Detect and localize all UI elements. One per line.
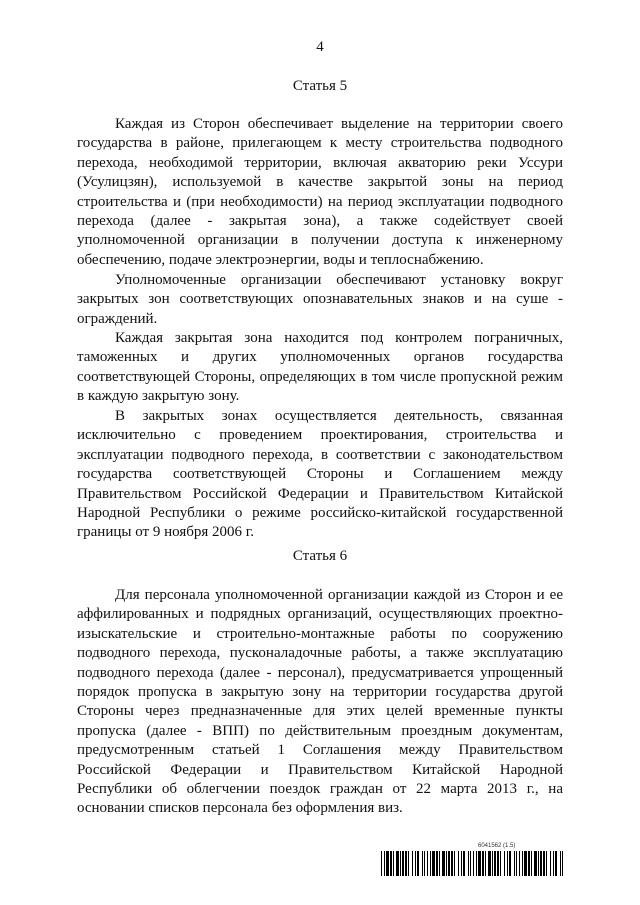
article-5-title: Статья 5 xyxy=(292,78,348,94)
article-5-paragraph-3: Каждая закрытая зона находится под контролем пограничных, таможенных и других уполномоченных органов государства соответствующей Стороны, определяющих в том числе пропускной режим в каждую закрытую зону. xyxy=(77,330,563,405)
article-6-paragraph-1: Для персонала уполномоченной организации каждой из Сторон и ее аффилированных и подрядных организаций, осуществляющих проектно-изыскательские и строительно-монтажные работы по сооружению подводного перехода, пусконаладочные работы, а также эксплуатацию подводного перехода (далее - персонал), предусматривается упрощенный порядок пропуска в закрытую зону на территории государства другой Стороны через предназначенные для этих целей временные пункты пропуска (далее - ВПП) по действительным проездным документам, предусмотренным статьей 1 Соглашения между Правительством Российской Федерации и Правительством Китайской Народной Республики об облегчении поездок граждан от 22 марта 2013 г., на основании списков персонала без оформления виз. xyxy=(77,587,563,817)
barcode xyxy=(381,851,566,876)
document-code: 6041562 (1.5) xyxy=(478,843,516,849)
article-5-paragraph-4: В закрытых зонах осуществляется деятельность, связанная исключительно с проведением проектирования, строительства и эксплуатации подводного перехода, в соответствии с законодательством государства соответствующей Стороны и Соглашением между Правительством Российской Федерации и Правительством Китайской Народной Республики о режиме российско-китайской государственной границы от 9 ноября 2006 г. xyxy=(77,408,563,541)
page-number: 4 xyxy=(316,39,324,55)
article-5-paragraph-2: Уполномоченные организации обеспечивают установку вокруг закрытых зон соответствующих опознавательных знаков и на суше - ограждений. xyxy=(77,272,563,327)
article-5-paragraph-1: Каждая из Сторон обеспечивает выделение на территории своего государства в районе, прилегающем к месту строительства подводного перехода, необходимой территории, включая акваторию реки Уссури (Усулицзян), используемой в качестве закрытой зоны на период строительства и (при необходимости) на период эксплуатации подводного перехода (далее - закрытая зона), а также содействует своей уполномоченной организации в получении доступа к инженерному обеспечению, подаче электроэнергии, воды и теплоснабжению. xyxy=(77,116,563,268)
article-6-title: Статья 6 xyxy=(292,548,348,564)
